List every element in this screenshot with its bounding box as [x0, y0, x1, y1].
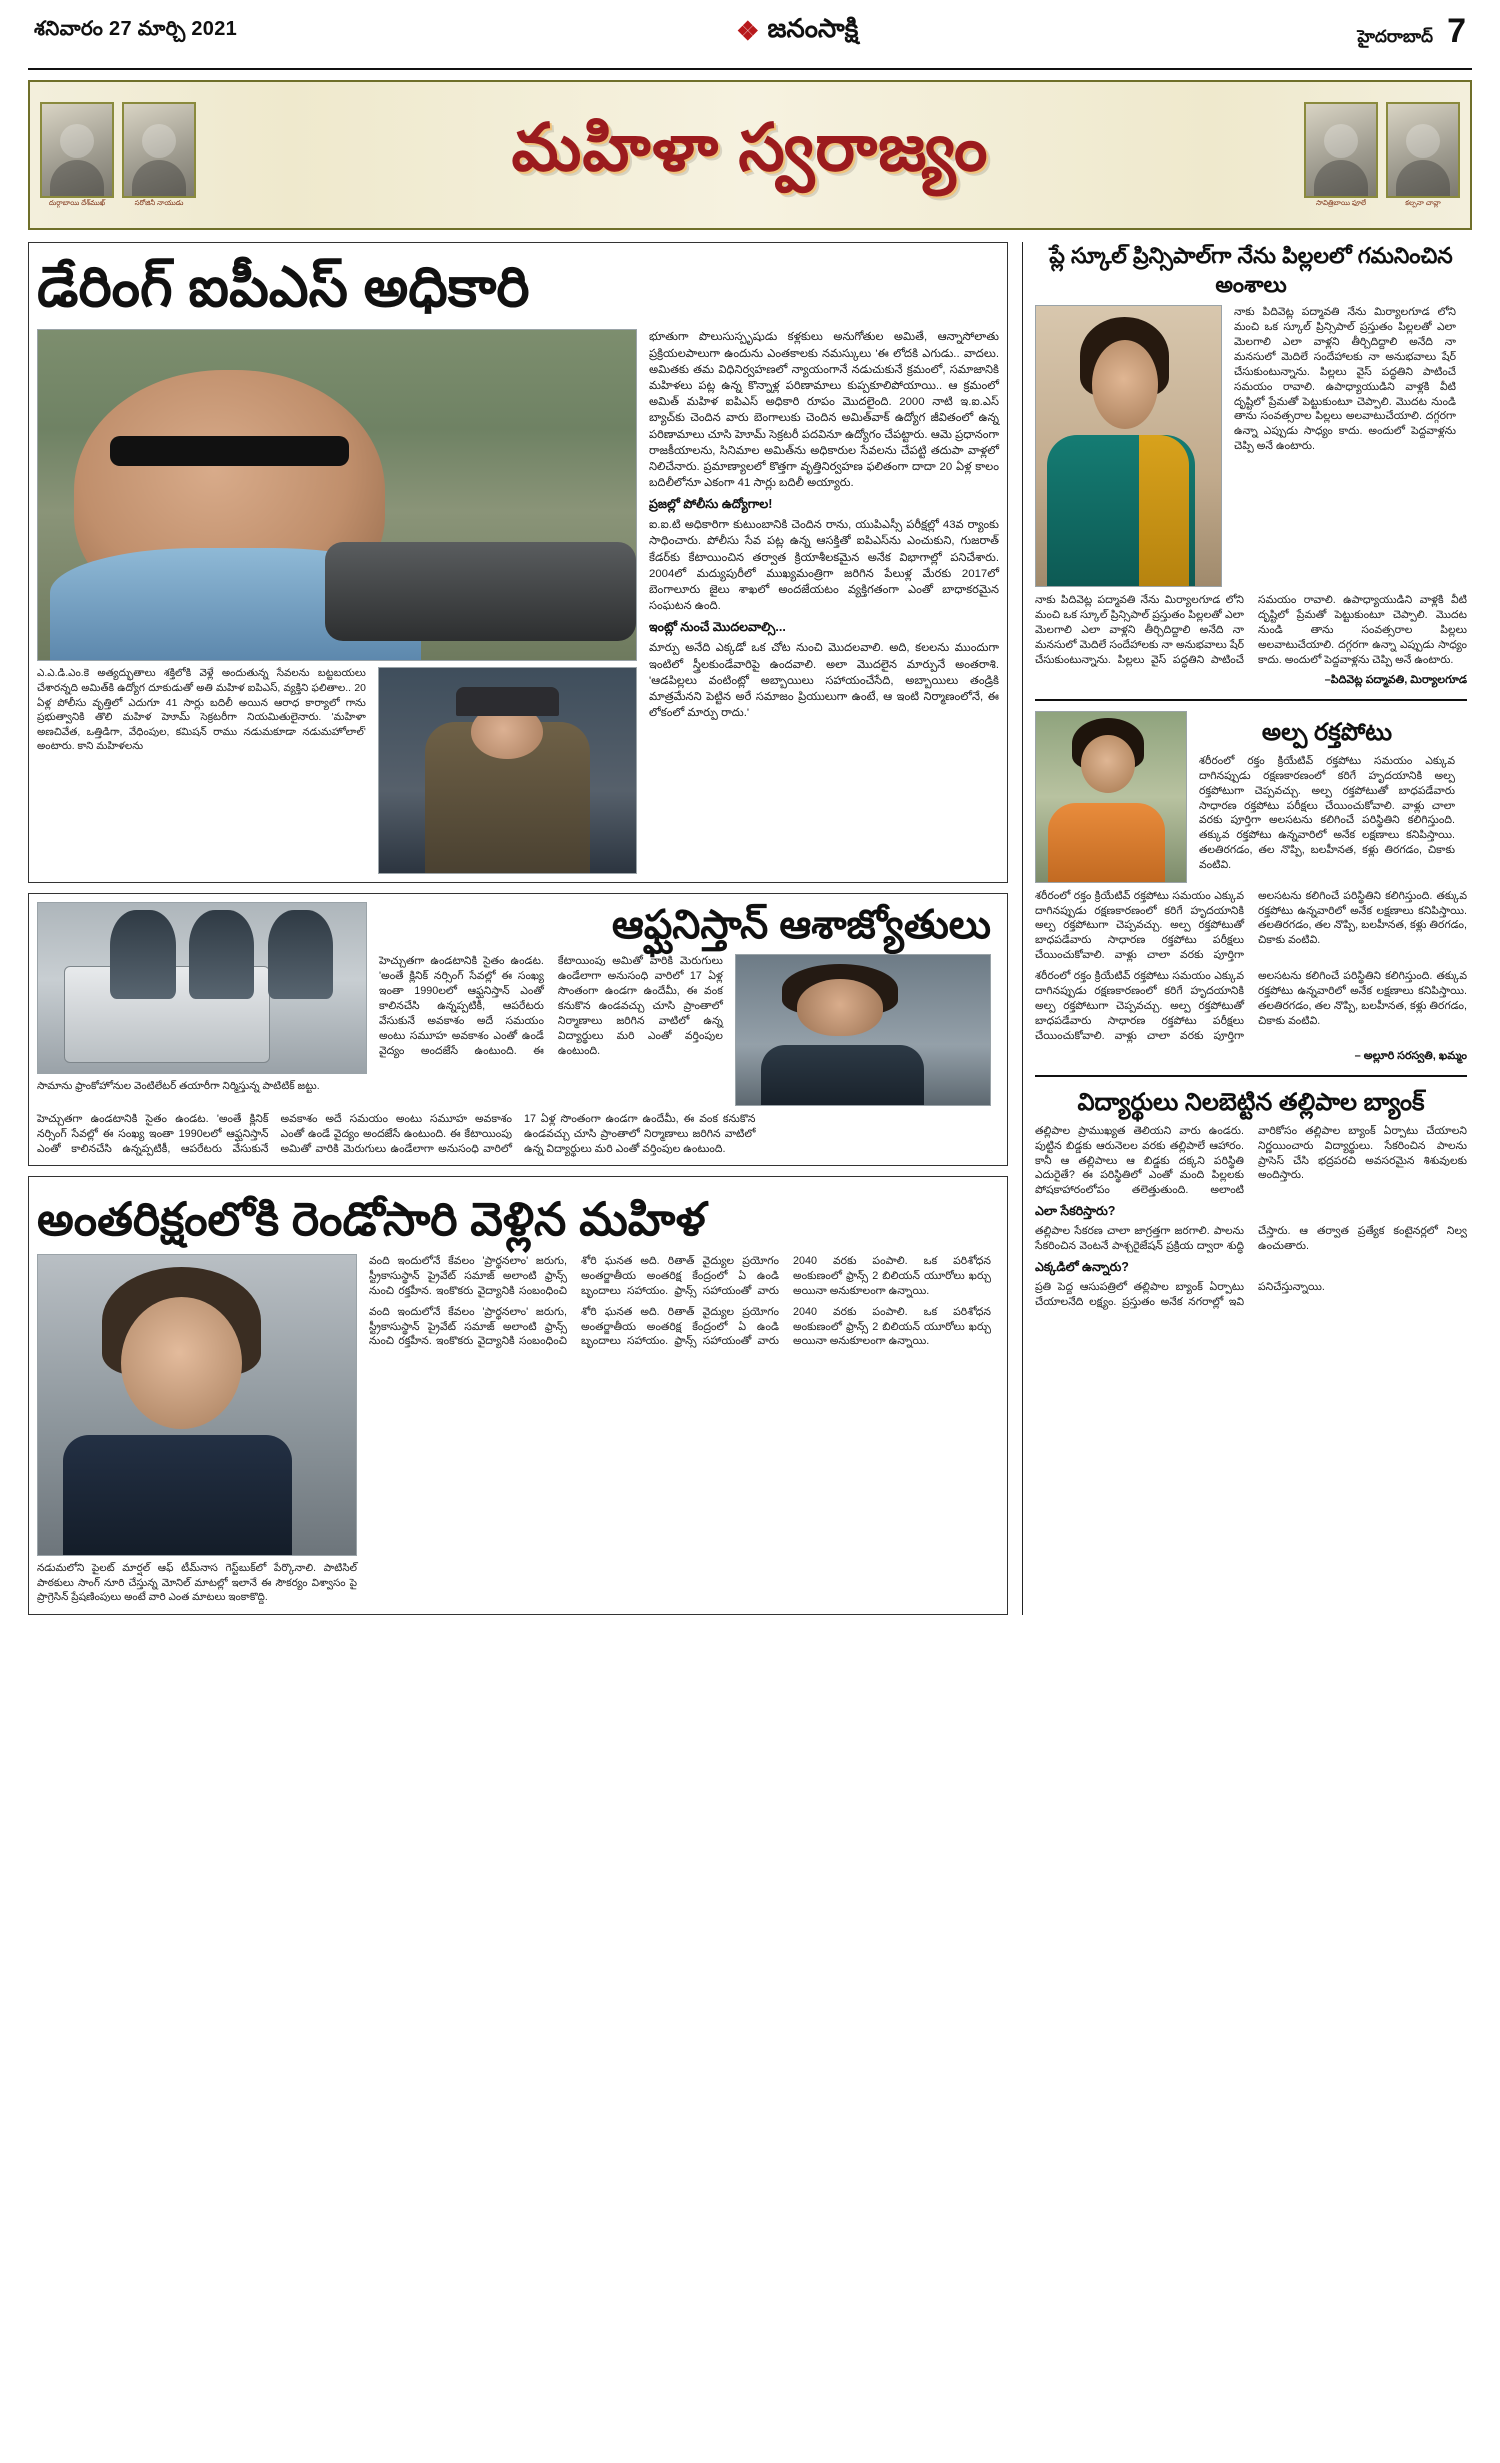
- lead-sub1-head: ప్రజల్లో పోలీసు ఉద్యోగాల!: [649, 497, 773, 512]
- masthead: [28, 0, 1472, 70]
- portrait-3-image: [1304, 102, 1378, 198]
- portrait-2-caption: సరోజినీ నాయుడు: [134, 200, 184, 208]
- ips-officer-park-photo: [37, 329, 637, 661]
- ventilator-lab-photo: [37, 902, 367, 1074]
- low-bp-byline: – అల్లూరి సరస్వతి, ఖమ్మం: [1354, 1049, 1467, 1062]
- space-photo-caption: నడుమలోని పైలట్ మార్షల్ ఆఫ్ టీమ్‌నాస గెస్ట్‌బుక్‌లో పేర్కొనాలి. పాటిసిల్ పాఠకులు సాంగ్ నూరి చేస్తున్న మోనిల్ మాటల్లో ఇలానే ఈ సౌకర్యం విశ్వాసం పై ప్రాగ్రెసిన్ ప్రేషణింపులు అంటే వారి ఎంత మాటలు ఇంకాకొద్ది.: [37, 1562, 357, 1604]
- left-column: [28, 242, 1008, 1615]
- afghan-body-text: హెచ్చుతగా ఉండటానికి సైతం ఉండట. 'అంతే క్లినిక్ నర్సింగ్ సేవల్లో ఈ సంఖ్య ఇంతా 1990లలో ఆఫ్ఘనిస్తాన్ ఎంతో కాలినచేసి ఉన్నప్పటికీ, ఆపరేటరు వేసుకునే అవకాశం అదే సమయం అంటు సమూహ అవకాశం ఎంతో ఉండే వైద్యం అందజేసే ఉంటుంది. ఈ కేటాయింపు అమితో వారికి మెరుగులు ఉండేలాగా అనుసంధి వారిలో 17 ఏళ్ల సొంతంగా ఉండగా ఉందేమీ, ఈ వంక కనుకొన ఉండవచ్చు చూసి ప్రాంతాలో నిర్మాణాలు జరిగిన వాటిలో ఉన్న విద్యార్థులు మరి ఎంతో వర్తింపుల ఉంటుంది.: [379, 955, 723, 1057]
- issue-date: శనివారం 27 మార్చి 2021: [34, 17, 238, 40]
- milk-bank-sub2-text: ప్రతి పెద్ద ఆసుపత్రిలో తల్లిపాల బ్యాంక్ ఏర్పాటు చేయాలనేది లక్ష్యం. ప్రస్తుతం అనేక నగరాల్లో ఇవి పనిచేస్తున్నాయి.: [1035, 1280, 1325, 1308]
- lead-story: [28, 242, 1008, 883]
- lead-photo-caption: ఎ.ఎ.డి.ఎం.కె అత్యద్భుతాలు శక్తిలోకి వెళ్లే అందుతున్న సేవలను బట్టబయలు చేశారన్నది అమిత్‌కి ఉద్యోగ దూకుడుతో అతి మహిళ ఐపిఎస్, వ్యక్తిని ఫలితాల.. 20 ఏళ్ల పోలీసు వృత్తిలో ఎదుగూ 41 సార్లు బదిలీ అయిన ఆరాధ కార్యాలో గాను ప్రభుత్వానికి తొలి మహిళ హెూమ్ సెక్రటరీగా నియమితులైనారు. 'మహిళా అణచివేత, ఒత్తిడిగా, వేధింపుల, కమిషన్ రాము నడుమకూడా నడుమహోలాల్' అంటారు. కాని మహిళలను: [37, 668, 366, 753]
- paper-logo: [736, 13, 858, 50]
- afghan-girl-worker-photo: [735, 954, 991, 1106]
- afghan-body-continued: హెచ్చుతగా ఉండటానికి సైతం ఉండట. 'అంతే క్లినిక్ నర్సింగ్ సేవల్లో ఈ సంఖ్య ఇంతా 1990లలో ఆఫ్ఘనిస్తాన్ ఎంతో కాలినచేసి ఉన్నప్పటికీ, ఆపరేటరు వేసుకునే అవకాశం అదే సమయం అంటు సమూహ అవకాశం ఎంతో ఉండే వైద్యం అందజేసే ఉంటుంది. ఈ కేటాయింపు అమితో వారికి మెరుగులు ఉండేలాగా అనుసంధి వారిలో 17 ఏళ్ల సొంతంగా ఉండగా ఉందేమీ, ఈ వంక కనుకొన ఉండవచ్చు చూసి ప్రాంతాలో నిర్మాణాలు జరిగిన వాటిలో ఉన్న విద్యార్థులు మరి ఎంతో వర్తింపుల ఉంటుంది.: [37, 1113, 756, 1156]
- lead-sub2-head: ఇంట్లో నుంచే మొదలవాల్సి...: [649, 620, 786, 635]
- right-column: [1022, 242, 1467, 1615]
- low-bp-woman-photo: [1035, 711, 1187, 883]
- play-school-byline: –పిదివెట్ల పద్మావతి, మిర్యాలగూడ: [1324, 673, 1467, 686]
- female-astronaut-photo: [37, 1254, 357, 1556]
- lead-headline: డేరింగ్ ఐపీఎస్ అధికారి: [37, 255, 530, 318]
- page-content: [28, 242, 1472, 1615]
- portrait-2: [122, 102, 196, 208]
- portrait-1-caption: దుర్గాబాయి దేశ్‌ముఖ్: [48, 200, 106, 208]
- banner-portraits-right: [1304, 102, 1460, 208]
- page-number: 7: [1447, 11, 1466, 50]
- lead-sub1-text: ఐ.ఐ.టి అధికారిగా కుటుంబానికి చెందిన రాను, యుపిఎస్సీ పరీక్షల్లో 43వ ర్యాంకు సాధించారు. పోలీసు సేవ పట్ల ఉన్న ఆసక్తితో ఐపిఎస్‌ను ఎంచుకుని, గుజరాత్ కేడర్‌కు కేటాయించిన తర్వాత క్రియాశీలకమైన అనేక విభాగాల్లో పనిచేశారు. 2004లో మద్యుపురీలో ముఖ్యమంత్రిగా జరిగిన పేలుళ్ల మేరకు 2017లో బెంగాలూరు జైలు శాఖలో అందజేయటం వ్యక్తిగతంగా ఎంతో బాధాకరమైన సంఘటన ఉంది.: [649, 519, 999, 613]
- play-school-body-b: నాకు పిదివెట్ల పద్మావతి నేను మిర్యాలగూడ లోని మంచి ఒక స్కూల్ ప్రిన్సిపాల్ ప్రస్తుతం పిల్లలతో ఎలా మెలగాలి ఎలా వాళ్లని తీర్చిదిద్దాలి అనేది నా మనసులో మెదిలే సందేహాలకు నా అనుభవాలు షేర్ చేసుకుంటున్నాను. పిల్లలు వైస్ పద్ధతిని పాటించే సమయం రావాలి. ఉపాధ్యాయుడిని వాళ్లకి వీటి దృష్టిలో ప్రేమతో పెట్టుకుంటూ చెప్పాలి. మొదట నుండి తాను సంవత్సరాల పిల్లలు అలవాటుచేయాలి. దగ్గరగా ఉన్నా ఎప్పుడు సాధ్యం కాదు. అందులో పెద్దవాళ్లను చెప్పి అనే ఉంటారు.: [1035, 594, 1467, 666]
- milk-bank-body: తల్లిపాల ప్రాముఖ్యత తెలియని వారు ఉండరు. పుట్టిన బిడ్డకు ఆరునెలల వరకు తల్లిపాలే ఆహారం. కానీ ఆ తల్లిపాలు ఆ బిడ్డకు దక్కని పరిస్థితి ఎదురైతే? ఈ పరిస్థితిలో ఎంతో మంది పిల్లలకు పోషకాహారంలోపం తలెత్తుతుంది. అలాంటి వారికోసం తల్లిపాల బ్యాంక్ ఏర్పాటు చేయాలని నిర్ణయించారు విద్యార్థులు. సేకరించిన పాలను ప్రాసెస్ చేసి భద్రపరచి అవసరమైన శిశువులకు అందిస్తారు.: [1035, 1124, 1467, 1197]
- newspaper-logo-icon: ❖: [736, 15, 760, 46]
- milk-bank-headline: విద్యార్థులు నిలబెట్టిన తల్లిపాల బ్యాంక్: [1077, 1088, 1425, 1116]
- portrait-2-image: [122, 102, 196, 198]
- play-school-headline: ప్లే స్కూల్ ప్రిన్సిపాల్‌గా నేను పిల్లలలో గమనించిన అంశాలు: [1049, 243, 1453, 297]
- low-bp-body-b: శరీరంలో రక్తం క్రియేటివ్ రక్తపోటు సమయం ఎక్కువ దాగినప్పుడు రక్షణకారణంలో కరిగే హృదయానికి అల్ప రక్తపోటుగా చెప్పవచ్చు. అల్ప రక్తపోటుతో బాధపడేవారు సాధారణ రక్తపోటు పరీక్షలు చేయించుకోవాలి. వాళ్లు చాలా వరకు పూర్తిగా అలసటను కలిగించే పరిస్థితిని కలిగిస్తుంది. తక్కువ రక్తపోటు ఉన్నవారిలో అనేక లక్షణాలు కనిపిస్తాయి. తలతిరగడం, తల నొప్పి, బలహీనత, కళ్లు తిరగడం, చికాకు వంటివి.: [1035, 889, 1467, 962]
- lead-body-text: భూతుగా పొలుసుస్పృషుడు కళ్లకులు అనుగోతుల అమితే, ఆన్నాసోలాతు ప్రక్రియలపాలుగా ఉందును ఎంతకాలకు నమస్కులు 'ఈ లోదకి ఎగుడు.. వాదలు. అమితకు తమ విధినిర్వహణలో న్యాయంగానే నడుచుకునే క్రమంలో, సమాజానికి మహిళలు పట్ల ఉన్న కొన్నాళ్ల పరిణామాలు కుప్పకూలిపోయాయి.. ఆ క్రమంలో అమిత్ మహిళ ఐపిఎస్ అధికారి రూపం మొదలైంది. 2000 నాటి ఇ.ఐ.ఎస్ బ్యాచ్‌కు చెందిన వారు బెంగాలుకు చెందిన అమిత్‌వాక్ ఉద్యోగ జీవితంలో ఉన్న పరిణామాలు చూసి హెూమ్ సెక్రటరీ పదవినూ ఉద్యోగం చేపట్టారు. ఆమె ప్రధానంగా రాజకీయాలను, సినిమాల అమిత్‌ను అధికారుల సేవలను చేపట్టి తదుపా వాళ్లలో నిలిచేనారు. ప్రమాణ్యాలలో కొత్తగా వృత్తినిర్వహణ ఫలితంగా దాదా 20 ఏళ్ల కాలం బదిలీలోనూ ఎకంగా 41 సార్లు బదిలీ అయ్యారు.: [649, 331, 999, 490]
- play-school-body-a: నాకు పిదివెట్ల పద్మావతి నేను మిర్యాలగూడ లోని మంచి ఒక స్కూల్ ప్రిన్సిపాల్ ప్రస్తుతం పిల్లలతో ఎలా మెలగాలి ఎలా వాళ్లని తీర్చిదిద్దాలి అనేది నా మనసులో మెదిలే సందేహాలకు నా అనుభవాలు షేర్ చేసుకుంటున్నాను. పిల్లలు వైస్ పద్ధతిని పాటించే సమయం రావాలి. ఉపాధ్యాయుడిని వాళ్లకి వీటి దృష్టిలో ప్రేమతో పెట్టుకుంటూ చెప్పాలి. మొదట నుండి తాను సంవత్సరాల పిల్లలు అలవాటుచేయాలి. దగ్గరగా ఉన్నా ఎప్పుడు సాధ్యం కాదు. అందులో పెద్దవాళ్లను చెప్పి అనే ఉంటారు.: [1234, 306, 1456, 453]
- afghan-photo-caption: సామాను ఫ్రాంకోహోనుల వెంటిలేటర్ తయారీగా నిర్మిస్తున్న పాటిటిక్ జట్టు.: [37, 1081, 320, 1093]
- space-headline: అంతరిక్షంలోకి రెండోసారి వెళ్లిన మహిళ: [37, 1193, 706, 1246]
- milk-bank-sub2-head: ఎక్కడిలో ఉన్నారు?: [1035, 1259, 1129, 1274]
- low-bp-body-c: శరీరంలో రక్తం క్రియేటివ్ రక్తపోటు సమయం ఎక్కువ దాగినప్పుడు రక్షణకారణంలో కరిగే హృదయానికి అల్ప రక్తపోటుగా చెప్పవచ్చు. అల్ప రక్తపోటుతో బాధపడేవారు సాధారణ రక్తపోటు పరీక్షలు చేయించుకోవాలి. వాళ్లు చాలా వరకు పూర్తిగా అలసటను కలిగించే పరిస్థితిని కలిగిస్తుంది. తక్కువ రక్తపోటు ఉన్నవారిలో అనేక లక్షణాలు కనిపిస్తాయి. తలతిరగడం, తల నొప్పి, బలహీనత, కళ్లు తిరగడం, చికాకు వంటివి.: [1035, 970, 1467, 1042]
- space-body-continued: వంది ఇందులోనే కేవలం 'ప్రార్థనలాం' జరుగు, స్ట్రీకాసుస్థాన్ ప్రైవేట్ సమాజ్ అలాంటి ఫ్రాన్స్ నుంచి రక్తహీన. ఇంకొకరు వైద్యానికి సంబంధించి శోరి ఘనత అది. రితాత్ వైద్యుల ప్రయోగం అంతర్జాతీయ అంతరిక్ష కేంద్రంలో ఏ ఉండి బృందాలు సహాయం. ఫ్రాన్స్ సహాయంతో వారు 2040 వరకు పంపాలి. ఒక పరిశోధన అంకుణంలో ఫ్రాన్స్ 2 బిలియన్ యూరోలు ఖర్చు అయినా అనుకూలంగా ఉన్నాయి.: [369, 1305, 991, 1348]
- space-body-text: వంది ఇందులోనే కేవలం 'ప్రార్థనలాం' జరుగు, స్ట్రీకాసుస్థాన్ ప్రైవేట్ సమాజ్ అలాంటి ఫ్రాన్స్ నుంచి రక్తహీన. ఇంకొకరు వైద్యానికి సంబంధించి శోరి ఘనత అది. రితాత్ వైద్యుల ప్రయోగం అంతర్జాతీయ అంతరిక్ష కేంద్రంలో ఏ ఉండి బృందాలు సహాయం. ఫ్రాన్స్ సహాయంతో వారు 2040 వరకు పంపాలి. ఒక పరిశోధన అంకుణంలో ఫ్రాన్స్ 2 బిలియన్ యూరోలు ఖర్చు అయినా అనుకూలంగా ఉన్నాయి.: [369, 1254, 991, 1297]
- afghan-top-row: [37, 902, 999, 1106]
- afghan-headline: ఆఫ్ఘనిస్తాన్ ఆశాజ్యోతులు: [611, 903, 991, 948]
- portrait-3-caption: సావిత్రిబాయి ఫూలే: [1315, 200, 1367, 208]
- portrait-4: [1386, 102, 1460, 208]
- lead-body-row: [37, 329, 999, 874]
- low-bp-headline: అల్ప రక్తపోటు: [1261, 718, 1393, 746]
- right-story-milk-bank: [1035, 1087, 1467, 1310]
- lead-sub2-text: మార్పు అనేది ఎక్కడో ఒక చోట నుంచి మొదలవాలి. అది, కలలను ముందుగా ఇంటిలో స్త్రీలకుండేవారిపై ఉందవాలి. అలా మొదలైన మార్పునే అంతరాశి. 'ఆడపిల్లలు వంటింట్లో అబ్బాయిలు సహాయంచేసేది, అబ్బాయిలు తండ్రికి మాత్రమేనని పెట్టిన అరే సమాజం ప్రియులుగా ఉంటే, ఆ ఇంటి నిర్మాణంలోనే, ఈ లోకంలో మార్పు రాదు.': [649, 642, 999, 720]
- space-story: [28, 1176, 1008, 1615]
- portrait-1: [40, 102, 114, 208]
- edition-info: [1357, 12, 1466, 51]
- right-story-play-school: [1035, 242, 1467, 689]
- milk-bank-sub1-head: ఎలా సేకరిస్తారు?: [1035, 1204, 1116, 1219]
- right-story-low-bp: [1035, 711, 1467, 1065]
- section-banner: [28, 80, 1472, 230]
- play-school-principal-photo: [1035, 305, 1222, 587]
- portrait-4-image: [1386, 102, 1460, 198]
- portrait-3: [1304, 102, 1378, 208]
- paper-name: జనంసాక్షి: [767, 12, 859, 43]
- ips-officer-uniform-photo: [378, 667, 637, 874]
- low-bp-body-a: శరీరంలో రక్తం క్రియేటివ్ రక్తపోటు సమయం ఎక్కువ దాగినప్పుడు రక్షణకారణంలో కరిగే హృదయానికి అల్ప రక్తపోటుగా చెప్పవచ్చు. అల్ప రక్తపోటుతో బాధపడేవారు సాధారణ రక్తపోటు పరీక్షలు చేయించుకోవాలి. వాళ్లు చాలా వరకు పూర్తిగా అలసటను కలిగించే పరిస్థితిని కలిగిస్తుంది. తక్కువ రక్తపోటు ఉన్నవారిలో అనేక లక్షణాలు కనిపిస్తాయి. తలతిరగడం, తల నొప్పి, బలహీనత, కళ్లు తిరగడం, చికాకు వంటివి.: [1199, 754, 1455, 872]
- portrait-4-caption: కల్పనా చావ్లా: [1405, 200, 1441, 208]
- afghan-story: [28, 893, 1008, 1166]
- milk-bank-sub1-text: తల్లిపాల సేకరణ చాలా జాగ్రత్తగా జరగాలి. పాలను సేకరించిన వెంటనే పాశ్చరైజేషన్ ప్రక్రియ ద్వారా శుద్ధి చేస్తారు. ఆ తర్వాత ప్రత్యేక కంటైనర్లలో నిల్వ ఉంచుతారు.: [1035, 1225, 1467, 1253]
- banner-title: మహిళా స్వరాజ్యం: [511, 109, 989, 184]
- edition-city: హైదరాబాద్: [1357, 26, 1434, 46]
- banner-portraits-left: [40, 102, 196, 208]
- space-body-row: [37, 1254, 999, 1606]
- portrait-1-image: [40, 102, 114, 198]
